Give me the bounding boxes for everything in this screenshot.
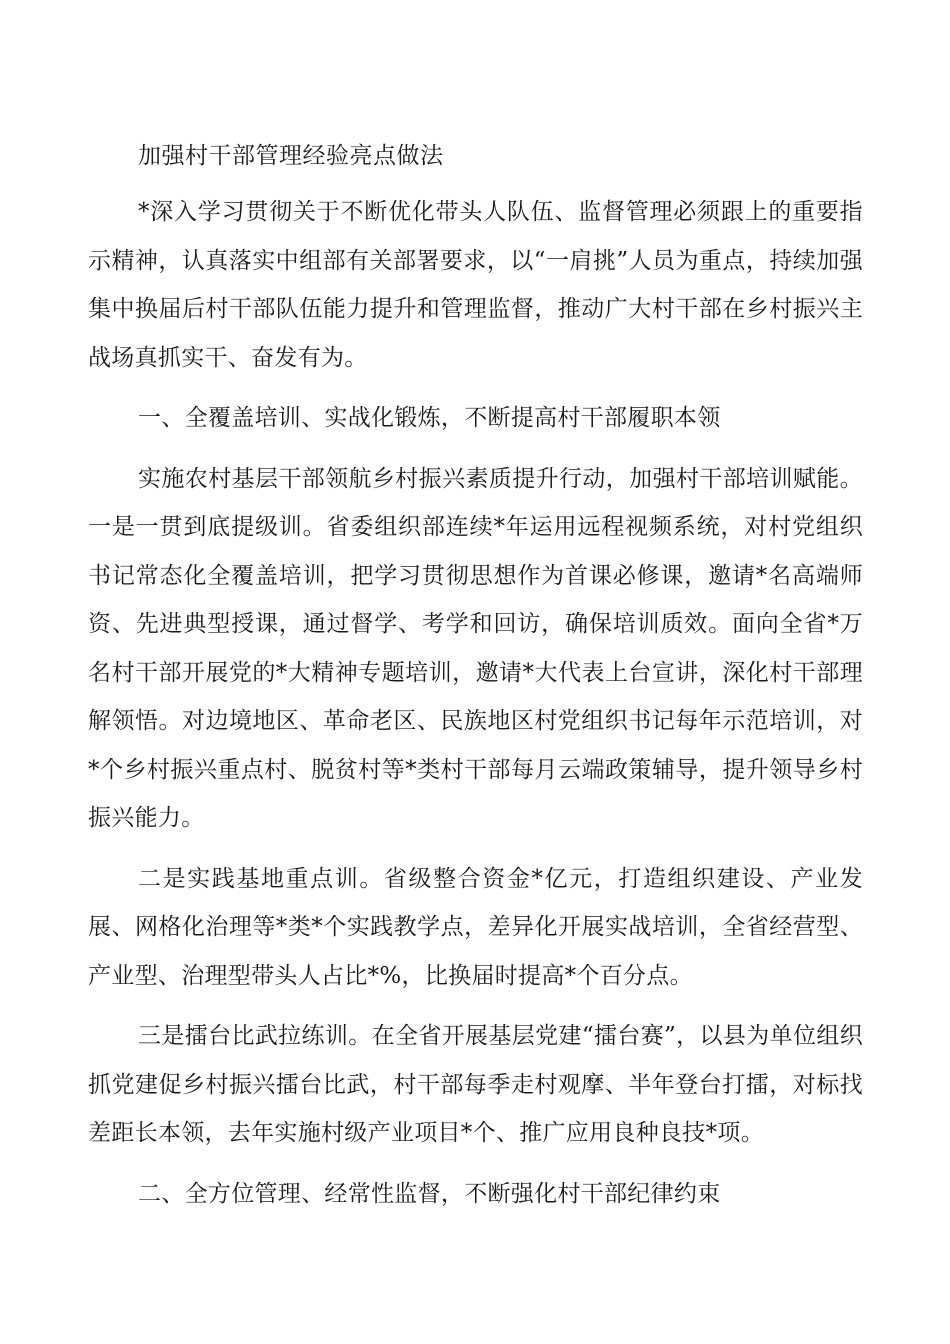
section-heading-1: 一、全覆盖培训、实战化锻炼，不断提高村干部履职本领 bbox=[138, 405, 721, 431]
intro-paragraph: *深入学习贯彻关于不断优化带头人队伍、监督管理必须跟上的重要指示精神，认真落实中组部有关部署要求，以“一肩挑”人员为重点，持续加强集中换届后村干部队伍能力提升和管理监督，推动广大村干部在乡村振兴主战场真抓实干、奋发有为。 bbox=[88, 199, 863, 371]
paragraph-practice-base: 二是实践基地重点训。省级整合资金*亿元，打造组织建设、产业发展、网格化治理等*类*个实践教学点，差异化开展实战培训，全省经营型、产业型、治理型带头人占比*%，比换届时提高*个百分点。 bbox=[88, 865, 863, 989]
section-heading-2: 二、全方位管理、经常性监督，不断强化村干部纪律约束 bbox=[138, 1180, 721, 1207]
document-page bbox=[88, 130, 863, 1218]
paragraph-competition: 三是擂台比武拉练训。在全省开展基层党建“擂台赛”，以县为单位组织抓党建促乡村振兴擂台比武，村干部每季走村观摩、半年登台打擂，对标找差距长本领，去年实施村级产业项目*个、推广应用良种良技*项。 bbox=[88, 1023, 863, 1146]
paragraph-training: 实施农村基层干部领航乡村振兴素质提升行动，加强村干部培训赋能。一是一贯到底提级训。省委组织部连续*年运用远程视频系统，对村党组织书记常态化全覆盖培训，把学习贯彻思想作为首课必修课，邀请*名高端师资、先进典型授课，通过督学、考学和回访，确保培训质效。面向全省*万名村干部开展党的*大精神专题培训，邀请*大代表上台宣讲，深化村干部理解领悟。对边境地区、革命老区、民族地区村党组织书记每年示范培训，对*个乡村振兴重点村、脱贫村等*类村干部每月云端政策辅导，提升领导乡村振兴能力。 bbox=[88, 465, 863, 831]
document-title: 加强村干部管理经验亮点做法 bbox=[138, 143, 444, 169]
